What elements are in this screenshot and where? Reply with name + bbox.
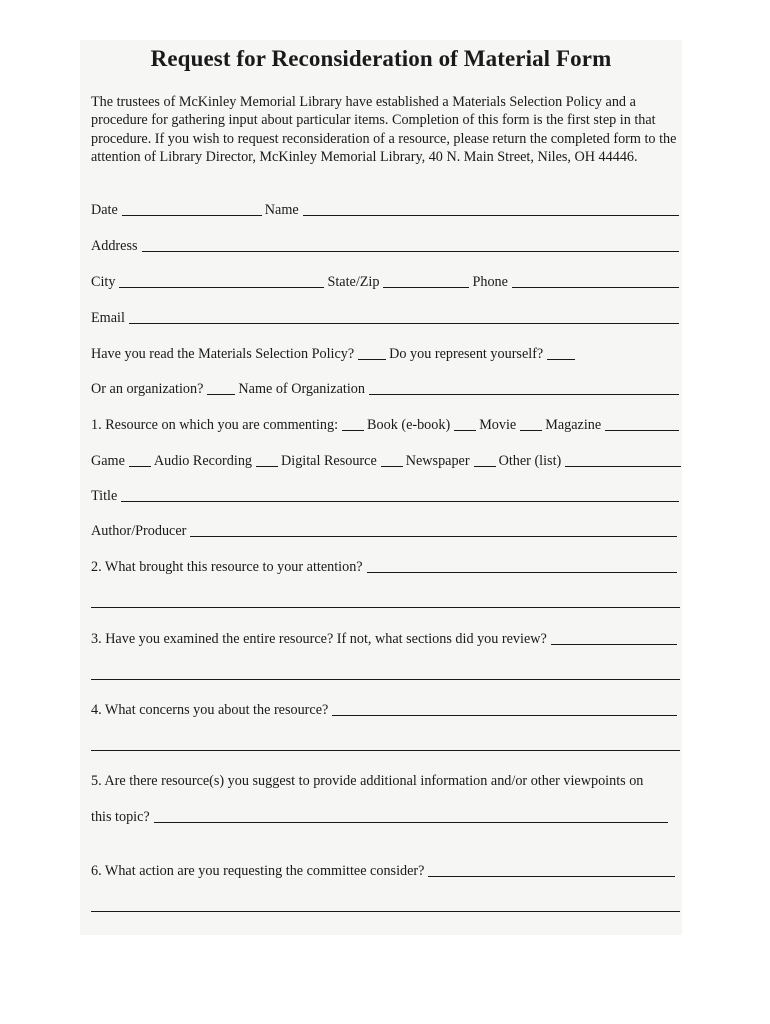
newspaper-field[interactable] xyxy=(474,463,496,467)
movie-field[interactable] xyxy=(454,427,476,431)
address-row xyxy=(91,235,682,255)
q6-field[interactable] xyxy=(428,873,675,877)
audio-label: Audio Recording xyxy=(153,453,253,469)
name-label: Name xyxy=(264,202,299,218)
email-row xyxy=(91,307,682,327)
policy-row xyxy=(91,343,578,363)
state-zip-label: State/Zip xyxy=(327,274,380,290)
read-policy-field[interactable] xyxy=(358,356,386,360)
q5-label: 5. Are there resource(s) you suggest to provide additional information and/or other viewpoints on xyxy=(91,773,644,789)
q3-field[interactable] xyxy=(551,641,677,645)
author-label: Author/Producer xyxy=(91,523,187,539)
city-field[interactable] xyxy=(119,284,324,288)
q3-label: 3. Have you examined the entire resource? If not, what sections did you review? xyxy=(91,631,547,647)
q4-extra-line[interactable] xyxy=(91,750,680,751)
q3-row xyxy=(91,628,680,648)
q6-label: 6. What action are you requesting the committee consider? xyxy=(91,863,425,879)
email-field[interactable] xyxy=(129,320,679,324)
author-field[interactable] xyxy=(190,533,677,537)
phone-label: Phone xyxy=(472,274,508,290)
digital-label: Digital Resource xyxy=(281,453,377,469)
form-title: Request for Reconsideration of Material Form xyxy=(150,46,612,71)
q6-row xyxy=(91,860,678,880)
organization-row xyxy=(91,378,682,398)
q4-row xyxy=(91,699,680,719)
magazine-field[interactable] xyxy=(520,427,542,431)
book-label: Book (e-book) xyxy=(367,417,451,433)
q5-cont-label: this topic? xyxy=(91,809,150,825)
organization-label: Or an organization? xyxy=(91,381,204,397)
email-label: Email xyxy=(91,310,125,326)
name-field[interactable] xyxy=(303,212,679,216)
q4-field[interactable] xyxy=(332,712,677,716)
city-label: City xyxy=(91,274,116,290)
q4-label: 4. What concerns you about the resource? xyxy=(91,702,329,718)
media-types-row xyxy=(91,450,684,470)
other-label: Other (list) xyxy=(498,453,562,469)
game-label: Game xyxy=(91,453,125,469)
organization-field[interactable] xyxy=(207,391,235,395)
date-field[interactable] xyxy=(122,212,262,216)
audio-field[interactable] xyxy=(256,463,278,467)
q5-cont-row xyxy=(91,806,671,826)
organization-name-field[interactable] xyxy=(369,391,679,395)
address-field[interactable] xyxy=(142,248,680,252)
state-zip-field[interactable] xyxy=(383,284,469,288)
q1-row xyxy=(91,414,682,434)
game-field[interactable] xyxy=(129,463,151,467)
magazine-label: Magazine xyxy=(545,417,602,433)
city-row xyxy=(91,271,682,291)
author-row xyxy=(91,520,680,540)
q2-row xyxy=(91,556,680,576)
magazine-extra-field[interactable] xyxy=(605,427,679,431)
movie-label: Movie xyxy=(479,417,517,433)
q1-label: 1. Resource on which you are commenting: xyxy=(91,417,339,433)
q3-extra-line[interactable] xyxy=(91,679,680,680)
date-label: Date xyxy=(91,202,118,218)
q5-field[interactable] xyxy=(154,819,668,823)
q2-field[interactable] xyxy=(367,569,677,573)
digital-field[interactable] xyxy=(381,463,403,467)
other-field[interactable] xyxy=(565,463,681,467)
represent-self-label: Do you represent yourself? xyxy=(389,346,544,362)
q2-label: 2. What brought this resource to your attention? xyxy=(91,559,363,575)
q5-row xyxy=(91,770,643,790)
represent-self-field[interactable] xyxy=(547,356,575,360)
address-label: Address xyxy=(91,238,138,254)
title-field[interactable] xyxy=(121,498,679,502)
title-label: Title xyxy=(91,488,118,504)
organization-name-label: Name of Organization xyxy=(238,381,365,397)
q6-extra-line[interactable] xyxy=(91,911,680,912)
title-row xyxy=(91,485,682,505)
q2-extra-line[interactable] xyxy=(91,607,680,608)
date-name-row xyxy=(91,199,682,219)
newspaper-label: Newspaper xyxy=(405,453,470,469)
book-field[interactable] xyxy=(342,427,364,431)
phone-field[interactable] xyxy=(512,284,679,288)
intro-paragraph: The trustees of McKinley Memorial Library have established a Materials Selection Policy and a procedure for gathering input about particular items. Completion of this form is the first step in that procedure. If you wish to request reconsideration of a resource, please return the completed form to the attention of Library Director, McKinley Memorial Library, 40 N. Main Street, Niles, OH 44446. xyxy=(91,94,677,166)
read-policy-label: Have you read the Materials Selection Policy? xyxy=(91,346,355,362)
